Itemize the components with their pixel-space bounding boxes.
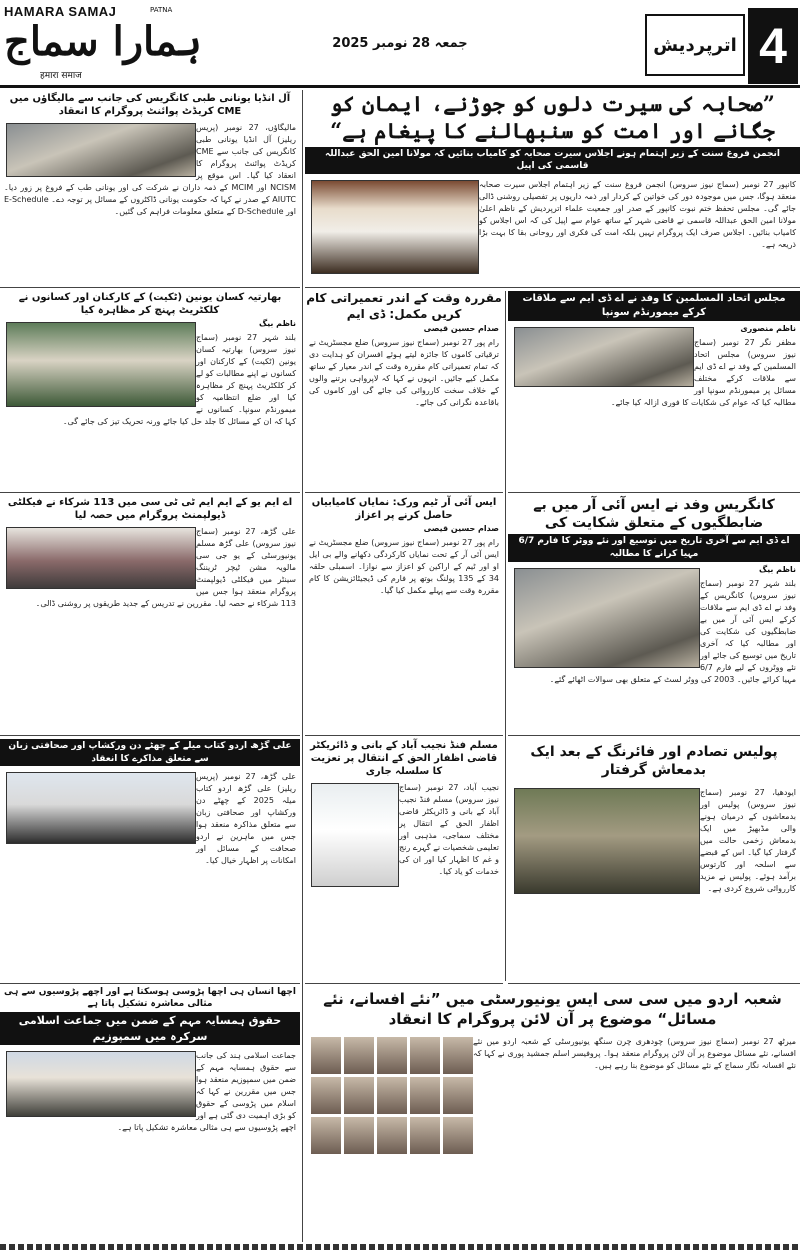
article-body: علی گڑھ، 27 نومبر (سماج نیوز سروس) علی گڑھ مسلم یونیورسٹی کے یو جی سی مالویہ مشن ٹیچر ٹریننگ سینٹر میں فیکلٹی ڈیولپمنٹ پروگرام منعقد ہوا جس میں 113 شرکاء نے حصہ لیا۔ مقررین نے تدریس کے جدید طریقوں پر روشنی ڈالی۔	[35, 527, 296, 608]
article-police	[508, 739, 800, 984]
section-title: اترپردیش	[645, 14, 745, 76]
article-cme	[0, 90, 300, 288]
masthead	[0, 0, 800, 88]
photo	[514, 568, 700, 668]
article-dm	[305, 291, 503, 493]
participant-photo	[344, 1077, 374, 1114]
article-body: مالیگاؤں، 27 نومبر (پریس ریلیز) آل انڈیا یونانی طبی کانگریس کی جانب سے CME کریڈٹ پوائنٹ پروگرام کا انعقاد کیا گیا۔ اس موقع پر NCISM اور MCIM کے ذمہ داران نے شرکت کی اور یونانی طب کے فروغ پر زور دیا۔ AIUTC کے صدر نے کہا کہ حکومت یونانی ڈاکٹروں کے مسائل پر توجہ دے۔ E-Schedule اور D-Schedule کے متعلق معلومات فراہم کی گئیں۔	[4, 123, 296, 216]
participant-photo	[311, 1077, 341, 1114]
photo	[6, 123, 196, 177]
participant-photo	[443, 1117, 473, 1154]
article-majlis	[508, 291, 800, 493]
logo-urdu: ہمارا سماج	[4, 18, 202, 65]
article-body: جماعت اسلامی ہند کی جانب سے حقوق ہمسایہ مہم کے ضمن میں سمپوزیم منعقد ہوا جس میں مقررین نے کہا کہ اسلام میں پڑوسی کے حقوق کو بڑی اہمیت دی گئی ہے اور اچھے پڑوسیوں سے ہی مثالی معاشرہ تشکیل پاتا ہے۔	[117, 1051, 296, 1133]
participants-photo-grid	[311, 1037, 473, 1154]
logo-english: HAMARA SAMAJ	[4, 4, 117, 19]
article-sir	[305, 496, 503, 736]
participant-photo	[443, 1037, 473, 1074]
article-congress	[508, 496, 800, 736]
headline: مجلس اتحاد المسلمین کا وفد نے اے ڈی ایم سے ملاقات کرکے میمورنڈم سونپا	[508, 291, 800, 321]
participant-photo	[443, 1077, 473, 1114]
participant-photo	[377, 1037, 407, 1074]
article-bookfair	[0, 739, 300, 984]
byline: صدام حسین قیصی	[423, 324, 499, 334]
column-divider	[505, 291, 506, 981]
headline: اے ایم یو کے ایم ایم ٹی ٹی سی میں 113 شرکاء نے فیکلٹی ڈیولپمنٹ پروگرام میں حصہ لیا	[7, 497, 293, 521]
byline: صدام حسین قیصی	[423, 524, 499, 533]
photo	[6, 527, 196, 589]
footer-strip	[0, 1244, 800, 1250]
participant-photo	[410, 1037, 440, 1074]
headline: اچھا انسان ہی اچھا پڑوسی ہوسکتا ہے اور اچھے پڑوسیوں سے ہی مثالی معاشرہ تشکیل پاتا ہے	[3, 987, 296, 1009]
photo	[514, 327, 694, 387]
headline: آل انڈیا یونانی طبی کانگریس کی جانب سے مالیگاؤں میں CME کریڈٹ پوائنٹ پروگرام کا انعقاد	[9, 93, 291, 117]
participant-photo	[344, 1037, 374, 1074]
article-body: بلند شہر 27 نومبر (سماج نیوز سروس) بھارتیہ کسان یونین (ٹکیت) کے کارکنان اور کسانوں نے اپنے مطالبات کو لے کر کلکٹریٹ پہنچ کر مظاہرہ کیا اور ضلع انتظامیہ کو میمورنڈم سونپا۔ کسانوں نے کہا کہ ان کے مسائل کا جلد حل کیا جائے ورنہ تحریک تیز کی جائے گی۔	[62, 333, 296, 426]
article-body: کانپور 27 نومبر (سماج نیوز سروس) انجمن فروغ سنت کے زیر اہتمام اجلاس سیرت صحابہ منعقد ہوگا، جس میں موجودہ دور کی خواتین کے کردار اور ذمہ داریوں پر تفصیلی روشنی ڈالی جائے گی۔ مجلس تحفظ ختم نبوت کانپور کے صدر اور جمعیت علماء اترپردیش کے ناظم اعلیٰ مولانا امین الحق عبداللہ قاسمی نے قاضی شہر کے ساتھ عوام سے اپیل کی کہ اس اجلاس کو کامیاب بنائیں۔ اجلاس صرف ایک پروگرام نہیں بلکہ امت کی فکری اور روحانی بقا کا بہت بڑا ذریعہ ہے۔	[479, 179, 796, 249]
page-number: 4	[748, 8, 798, 84]
article-body: نجیب آباد، 27 نومبر (سماج نیوز سروس) مسلم فنڈ نجیب آباد کے بانی و ڈائریکٹر قاضی اظفار الحق کے انتقال پر مختلف سماجی، مذہبی اور تعلیمی شخصیات نے گہرے رنج و غم کا اظہار کیا اور ان کی خدمات کو یاد کیا۔	[399, 783, 500, 876]
logo-edition: PATNA	[150, 6, 173, 14]
photo-maulana	[311, 180, 479, 274]
participant-photo	[311, 1037, 341, 1074]
photo-obituary	[311, 783, 399, 887]
headline: پولیس تصادم اور فائرنگ کے بعد ایک بدمعاش گرفتار	[530, 744, 778, 779]
participant-photo	[410, 1117, 440, 1154]
article-neighbour	[0, 987, 300, 1242]
photo	[6, 322, 196, 407]
article-muslim-fund	[305, 739, 503, 984]
headline: علی گڑھ اردو کتاب میلے کے چھٹے دن ورکشاپ اور صحافتی زبان سے متعلق مذاکرے کا انعقاد	[0, 739, 300, 766]
headline: مقررہ وقت کے اندر تعمیراتی کام کریں مکمل: ڈی ایم	[306, 291, 502, 321]
column-divider	[302, 90, 303, 1242]
article-kisan	[0, 291, 300, 493]
logo-hindi: हमारा समाज	[40, 71, 82, 81]
headline: ”صحابہ کی سیرت دلوں کو جوڑنے، ایمان کو جگانے اور امت کو سنبھالنے کا پیغام ہے“	[330, 91, 775, 144]
participant-photo	[377, 1077, 407, 1114]
subheadline: حقوق ہمسایہ مہم کے ضمن میں جماعت اسلامی سرکرہ میں سمپوزیم	[0, 1012, 300, 1045]
headline: کانگریس وفد نے ایس آئی آر میں بے ضابطگیوں کے متعلق شکایت کی	[533, 497, 775, 532]
participant-photo	[377, 1117, 407, 1154]
participant-photo	[410, 1077, 440, 1114]
photo	[6, 1051, 196, 1117]
participant-photo	[311, 1117, 341, 1154]
headline: شعبہ اردو میں سی سی ایس یونیورسٹی میں ”نئے افسانے، نئے مسائل“ موضوع پر آن لائن پروگرام کا انعقاد	[323, 990, 782, 1028]
article-body: مظفر نگر 27 نومبر (سماج نیوز سروس) مجلس اتحاد المسلمین کے وفد نے اے ڈی ایم سے ملاقات کرکے مختلف مسائل پر میمورنڈم سونپا اور مطالبہ کیا کہ عوام کی شکایات کا فوری ازالہ کیا جائے۔	[610, 338, 796, 407]
article-body: رام پور 27 نومبر (سماج نیوز سروس) ضلع مجسٹریٹ نے ایس آئی آر کے تحت نمایاں کارکردگی دکھانے والے بی ایل او اور ٹیم کے اراکین کو اعزاز سے نوازا۔ اسمبلی حلقہ 34 کے 135 پولنگ بوتھ پر فارم کی ڈیجیٹائزیشن کا کام مقررہ وقت سے پہلے مکمل کیا گیا۔	[309, 538, 499, 595]
byline: ناظم بیگ	[758, 564, 796, 574]
byline: ناظم منصوری	[740, 324, 796, 333]
article-body: بلند شہر 27 نومبر (سماج نیوز سروس) کانگریس کے وفد نے اے ڈی ایم سے ملاقات کرکے ایس آئی آر میں بے ضابطگیوں کی شکایت کی اور مطالبہ کیا کہ آخری تاریخ میں توسیع کی جائے اور نئے ووٹروں کے لیے فارم 6/7 مہیا کرائے جائیں۔ 2003 کی ووٹر لسٹ کے متعلق بھی سوالات اٹھائے گئے۔	[549, 578, 796, 684]
article-body: ایودھیا، 27 نومبر (سماج نیوز سروس) پولیس اور بدمعاشوں کے درمیان ہونے والی مڈبھیڑ میں ایک بدمعاش زخمی حالت میں گرفتار کیا گیا۔ اس کے قبضے سے اسلحہ اور کارتوس برآمد ہوئے۔ پولیس نے مزید کارروائی شروع کردی ہے۔	[700, 788, 796, 894]
article-body: میرٹھ 27 نومبر (سماج نیوز سروس) چودھری چرن سنگھ یونیورسٹی کے شعبہ اردو میں نئے افسانے، نئے مسائل موضوع پر آن لائن پروگرام منعقد ہوا۔ پروفیسر اسلم جمشید پوری نے کہا کہ نئے افسانہ نگار سماج کے نئے مسائل کو موضوع بنا رہے ہیں۔	[473, 1037, 797, 1070]
subheadline: انجمن فروغ سنت کے زیر اہتمام ہونے اجلاس سیرت صحابہ کو کامیاب بنائیں کہ مولانا امین الحق عبداللہ قاسمی کی اپیل	[305, 147, 800, 174]
issue-date: جمعہ 28 نومبر 2025	[332, 36, 468, 51]
headline: بھارتیہ کسان یونین (ٹکیت) کے کارکنان اور کسانوں نے کلکٹریٹ پہنچ کر مظاہرہ کیا	[18, 292, 282, 316]
article-urdu-dept	[305, 987, 800, 1242]
headline: مسلم فنڈ نجیب آباد کے بانی و ڈائریکٹر قاضی اظفار الحق کے انتقال پر تعزیت کا سلسلہ جاری	[310, 740, 498, 777]
photo	[6, 772, 196, 844]
article-body: رام پور 27 نومبر (سماج نیوز سروس) ضلع مجسٹریٹ نے ترقیاتی کاموں کا جائزہ لیتے ہوئے افسران کو ہدایت دی کہ تمام تعمیراتی کام مقررہ وقت کے اندر معیار کے ساتھ مکمل کیے جائیں۔ انہوں نے کہا کہ لاپرواہی برتنے والوں کے خلاف سخت کارروائی کی جائے گی اور کاموں کی باقاعدہ نگرانی کی جائے۔	[309, 338, 499, 408]
article-sahaba	[305, 90, 800, 288]
participant-photo	[344, 1117, 374, 1154]
photo	[514, 788, 700, 894]
headline: ایس آئی آر ٹیم ورک: نمایاں کامیابیاں حاصل کرنے پر اعزاز	[311, 497, 497, 521]
subheadline: اے ڈی ایم سے آخری تاریخ میں توسیع اور نئے ووٹر کا فارم 6/7 مہیا کرانے کا مطالبہ	[508, 534, 800, 561]
article-amu	[0, 496, 300, 736]
article-body: علی گڑھ، 27 نومبر (پریس ریلیز) علی گڑھ اردو کتاب میلہ 2025 کے چھٹے دن ورکشاپ اور صحافتی زبان سے متعلق مذاکرہ منعقد ہوا جس میں ماہرین نے اردو صحافت کے مسائل اور امکانات پر اظہار خیال کیا۔	[196, 772, 297, 866]
byline: ناظم بیگ	[258, 319, 296, 328]
